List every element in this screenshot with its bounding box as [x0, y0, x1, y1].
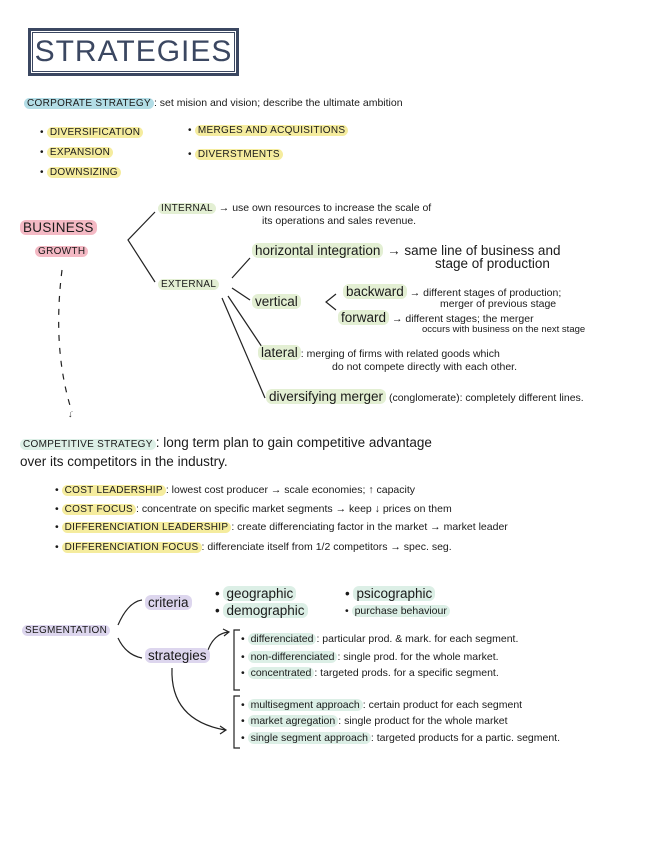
lateral-label: lateral [258, 345, 301, 360]
backward-text-2: merger of previous stage [440, 298, 557, 310]
business-branch-line [128, 212, 155, 282]
forward-label: forward [338, 310, 389, 325]
strategy-label: single segment approach [248, 732, 371, 744]
strategy-text: : targeted products for a partic. segment. [370, 732, 561, 744]
business-heading: BUSINESS [20, 220, 97, 235]
growth-heading: GROWTH [35, 246, 88, 257]
corporate-strategy-line [24, 97, 403, 110]
criteria-item: purchase behaviour [352, 605, 450, 617]
internal-text-2: its operations and sales revenue. [262, 215, 417, 227]
horizontal-branch-line [232, 258, 250, 278]
competitive-item-label: DIFFERENCIATION FOCUS [62, 542, 202, 553]
bracket-list2 [234, 696, 240, 748]
dashed-arrow-line [59, 270, 72, 412]
forward-text: → different stages; the merger [391, 313, 534, 325]
corporate-strategy-heading: CORPORATE STRATEGY [24, 98, 154, 109]
strategy-text: : single product for the whole market [338, 715, 508, 727]
competitive-item-text: : concentrate on specific market segments → keep ↓ prices on them [135, 503, 452, 515]
corporate-item: DIVERSTMENTS [195, 149, 283, 160]
criteria-item: demographic [223, 603, 307, 618]
arrow-head-icon: ↓ [68, 409, 73, 419]
vertical-split-line [326, 294, 336, 310]
strategies-label: strategies [145, 648, 210, 663]
lateral-text-2: do not compete directly with each other. [332, 361, 518, 373]
competitive-strategy-heading: COMPETITIVE STRATEGY [20, 439, 156, 450]
vertical-branch-line [232, 288, 250, 300]
external-label: EXTERNAL [158, 279, 219, 290]
criteria-item: psicographic [353, 586, 435, 601]
strategy-label: market agregation [248, 715, 339, 727]
horizontal-text-2: stage of production [435, 256, 550, 271]
backward-label: backward [343, 284, 407, 299]
criteria-label: criteria [145, 595, 192, 610]
bracket-list1 [234, 630, 240, 690]
strategy-label: non-differenciated [248, 651, 338, 663]
internal-label: INTERNAL [158, 203, 216, 214]
corporate-item: DIVERSIFICATION [47, 127, 143, 138]
corporate-item: DOWNSIZING [47, 167, 121, 178]
lateral-text: : merging of firms with related goods which [300, 348, 500, 360]
competitive-item-text: : create differenciating factor in the market → market leader [231, 521, 508, 533]
vertical-label: vertical [252, 294, 301, 309]
strategy-text: : targeted prods. for a specific segment. [314, 667, 499, 679]
strategy-label: differenciated [248, 633, 317, 645]
diversifying-text: (conglomerate): completely different lines. [388, 392, 584, 404]
competitive-item-label: COST LEADERSHIP [62, 485, 166, 496]
corporate-item: EXPANSION [47, 147, 113, 158]
horizontal-text: → same line of business and [387, 243, 561, 258]
strategy-text: : particular prod. & mark. for each segment. [316, 633, 519, 645]
competitive-text-2: over its competitors in the industry. [20, 454, 228, 469]
corporate-strategy-text: : set mision and vision; describe the ultimate ambition [153, 97, 403, 109]
strategy-label: concentrated [248, 667, 315, 679]
forward-text-2: occurs with business on the next stage [422, 324, 586, 335]
competitive-item-label: DIFFERENCIATION LEADERSHIP [62, 522, 232, 533]
strategy-text: : certain product for each segment [362, 699, 523, 711]
arrow-to-list1 [208, 629, 229, 650]
backward-text: → different stages of production; [409, 287, 562, 299]
competitive-item-label: COST FOCUS [62, 504, 136, 515]
internal-text: → use own resources to increase the scale of [218, 202, 432, 214]
segmentation-heading: SEGMENTATION [22, 625, 110, 636]
strategy-label: multisegment approach [248, 699, 363, 711]
horizontal-label: horizontal integration [252, 243, 383, 258]
criteria-item: geographic [223, 586, 296, 601]
diversifying-label: diversifying merger [266, 389, 386, 404]
strategy-text: : single prod. for the whole market. [337, 651, 499, 663]
competitive-item-text: : lowest cost producer → scale economies; ↑ capacity [165, 484, 416, 496]
competitive-text: : long term plan to gain competitive advantage [155, 435, 432, 450]
strategies-branch-line [118, 638, 142, 658]
arrow-to-list2 [172, 668, 226, 734]
corporate-item: MERGES AND ACQUISITIONS [195, 125, 348, 136]
criteria-branch-line [118, 600, 142, 625]
competitive-item-text: : differenciate itself from 1/2 competitors → spec. seg. [201, 541, 452, 553]
page-title: STRATEGIES [28, 28, 239, 76]
